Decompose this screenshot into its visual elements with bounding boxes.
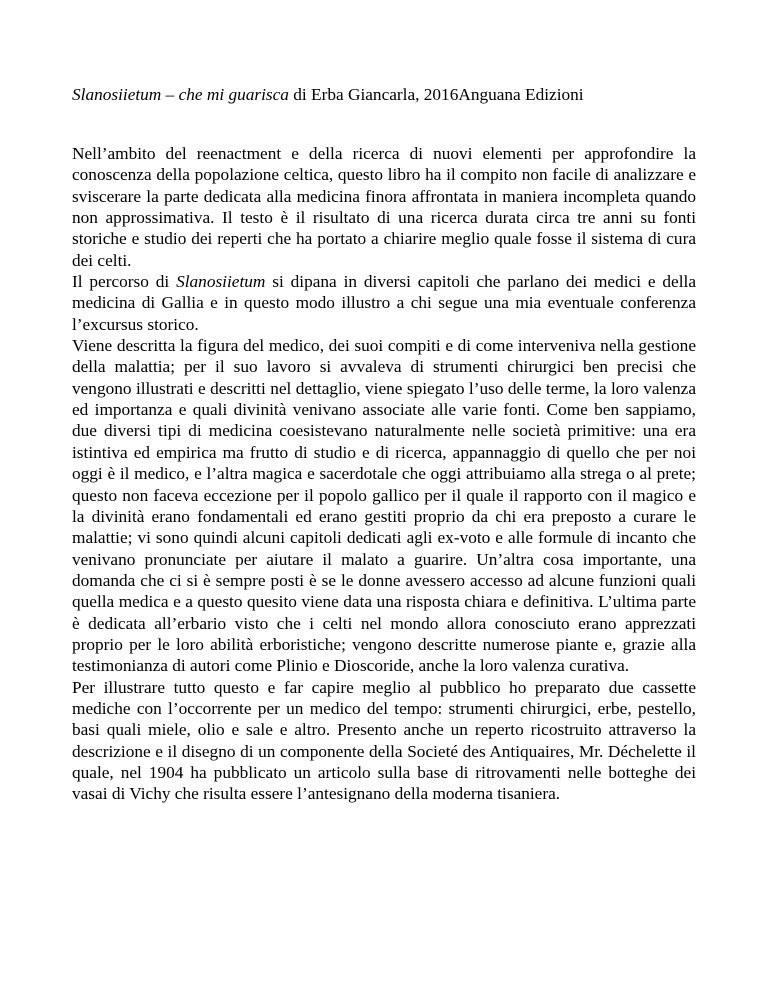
document-body — [72, 143, 696, 805]
paragraph-structure-rest: si dipana in diversi capitoli che parlano dei medici e della medicina di Gallia e in questo modo illustro a chi segue una mia eventuale conferenza l’excursus storico. — [72, 272, 696, 334]
author-publisher: di Erba Giancarla, 2016Anguana Edizioni — [288, 85, 584, 104]
paragraph-structure-prefix: Il percorso di — [72, 272, 177, 292]
paragraph-presentation: Per illustrare tutto questo e far capire meglio al pubblico ho preparato due cassette mediche con l’occorrente per un medico del tempo: strumenti chirurgici, erbe, pestello, basi quali miele, olio e sale e altro. Presento anche un reperto ricostruito attraverso la descrizione e il disegno di un componente della Societé des Antiquaires, Mr. Déchelette il quale, nel 1904 ha pubblicato un articolo sulla base di ritrovamenti nelle botteghe dei vasai di Vichy che risulta essere l’antesignano della moderna tisaniera. — [72, 677, 696, 804]
book-title: Slanosiietum – che mi guarisca — [72, 85, 289, 104]
book-title-inline: Slanosiietum — [176, 272, 266, 292]
paragraph-content: Viene descritta la figura del medico, dei suoi compiti e di come interveniva nella gestione della malattia; per il suo lavoro si avvaleva di strumenti chirurgici ben precisi che vengono illustrati e descritti nel dettaglio, viene spiegato l’uso delle terme, la loro valenza ed importanza e quali divinità venivano associate alle varie fonti. Come ben sappiamo, due diversi tipi di medicina coesistevano naturalmente nelle società primitive: una era istintiva ed empirica ma frutto di studio e di ricerca, appannaggio di quello che per noi oggi è il medico, e l’altra magica e sacerdotale che oggi attribuiamo alla strega o al prete; questo non faceva eccezione per il popolo gallico per il quale il rapporto con il magico e la divinità erano fondamentali ed erano gestiti proprio da chi era preposto a curare le malattie; vi sono quindi alcuni capitoli dedicati agli ex-voto e alle formule di incanto che venivano pronunciate per aiutare il malato a guarire. Un’altra cosa importante, una domanda che ci si è sempre posti è se le donne avessero accesso ad alcune funzioni quali quella medica e a questo quesito viene data una risposta chiara e definitiva. L’ultima parte è dedicata all’erbario visto che i celti nel mondo allora conosciuto erano apprezzati proprio per le loro abilità erboristiche; vengono descritte numerose piante e, grazie alla testimonianza di autori come Plinio e Dioscoride, anche la loro valenza curativa. — [72, 336, 696, 676]
document-heading — [72, 84, 696, 106]
paragraph-structure — [72, 271, 696, 335]
paragraph-intro: Nell’ambito del reenactment e della ricerca di nuovi elementi per approfondire la conoscenza della popolazione celtica, questo libro ha il compito non facile di analizzare e sviscerare la parte dedicata alla medicina finora affrontata in maniera incompleta quando non approssimativa. Il testo è il risultato di una ricerca durata circa tre anni su fonti storiche e studio dei reperti che ha portato a chiarire meglio quale fosse il sistema di cura dei celti. — [72, 144, 696, 270]
